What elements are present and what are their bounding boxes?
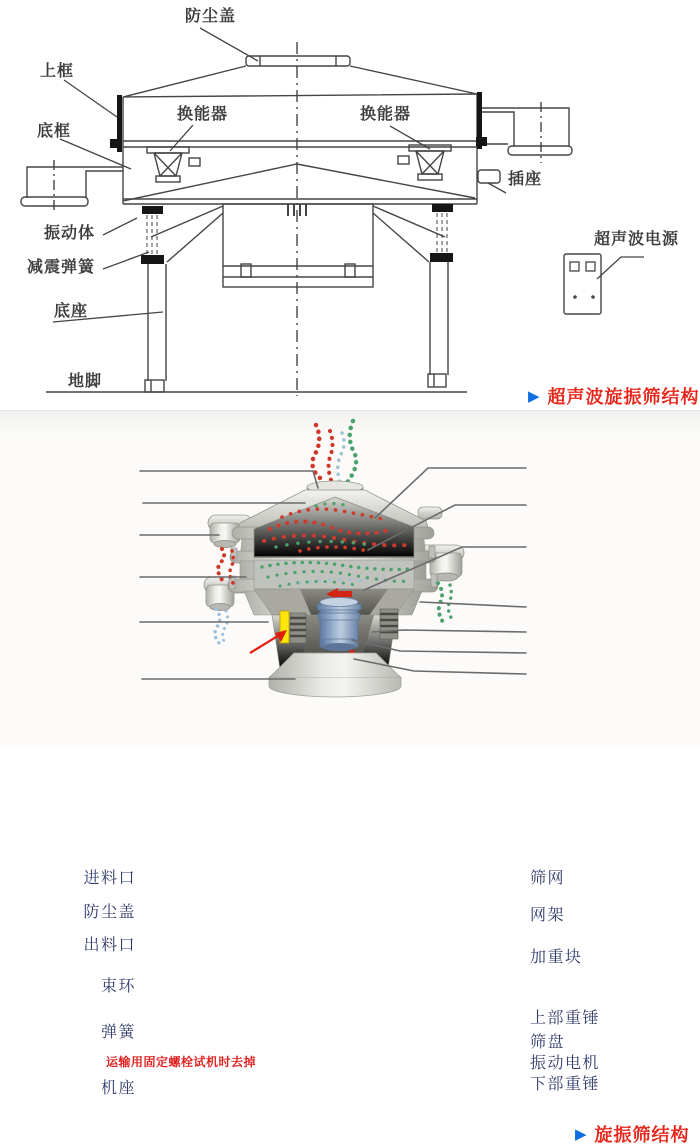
label-feed-inlet: 进料口 [83,870,136,887]
label-transducer-right: 换能器 [360,106,412,123]
label-base: 底座 [54,303,89,320]
label-sieve-tray: 筛盘 [530,1034,566,1051]
label-socket: 插座 [508,171,543,188]
ultrasonic-power-box [564,254,601,314]
sieve-machine [204,481,464,697]
label-screen-mesh: 筛网 [530,870,566,887]
inlet-particle-streams [312,421,356,487]
label-mesh-frame: 网架 [530,907,566,924]
label-upper-frame: 上框 [40,63,75,80]
vibration-motor-body [317,598,361,652]
caption-rotary-structure [575,1121,690,1147]
rotary-sieve-illustration [0,411,700,747]
label-ultrasonic-power: 超声波电源 [594,231,680,248]
caption-ultrasonic-structure [528,383,700,409]
label-weight-block: 加重块 [530,949,583,966]
label-vibrating-body: 振动体 [44,225,96,242]
label-damping-spring: 减震弹簧 [27,259,96,276]
label-vibration-motor: 振动电机 [530,1055,601,1072]
transport-bolt-warning: 运输用固定螺栓试机时去掉 [106,1055,257,1069]
ultrasonic-sieve-line-drawing [0,0,700,410]
label-machine-base: 机座 [100,1080,136,1097]
label-bottom-frame: 底框 [37,123,72,140]
label-spring: 弹簧 [100,1024,136,1041]
play-triangle-icon: ▶ [575,1125,587,1143]
play-triangle-icon: ▶ [528,387,540,405]
label-dust-cover-top: 防尘盖 [185,8,237,25]
label-lower-hammer: 下部重锤 [530,1076,601,1093]
label-upper-hammer: 上部重锤 [530,1010,601,1027]
leader-lines-top [53,28,644,322]
label-dust-cover-bottom: 防尘盖 [83,904,136,921]
label-discharge-outlet: 出料口 [83,937,136,954]
caption-text: 旋振筛结构 [594,1125,690,1145]
sieve-solid-parts [110,92,487,264]
rotary-sieve-panel [0,410,700,1145]
label-anchor-foot: 地脚 [68,373,103,390]
caption-text: 超声波旋振筛结构 [547,387,700,407]
sieve-outline [21,42,572,396]
label-clamp-ring: 束环 [100,978,136,995]
label-transducer-left: 换能器 [177,106,229,123]
